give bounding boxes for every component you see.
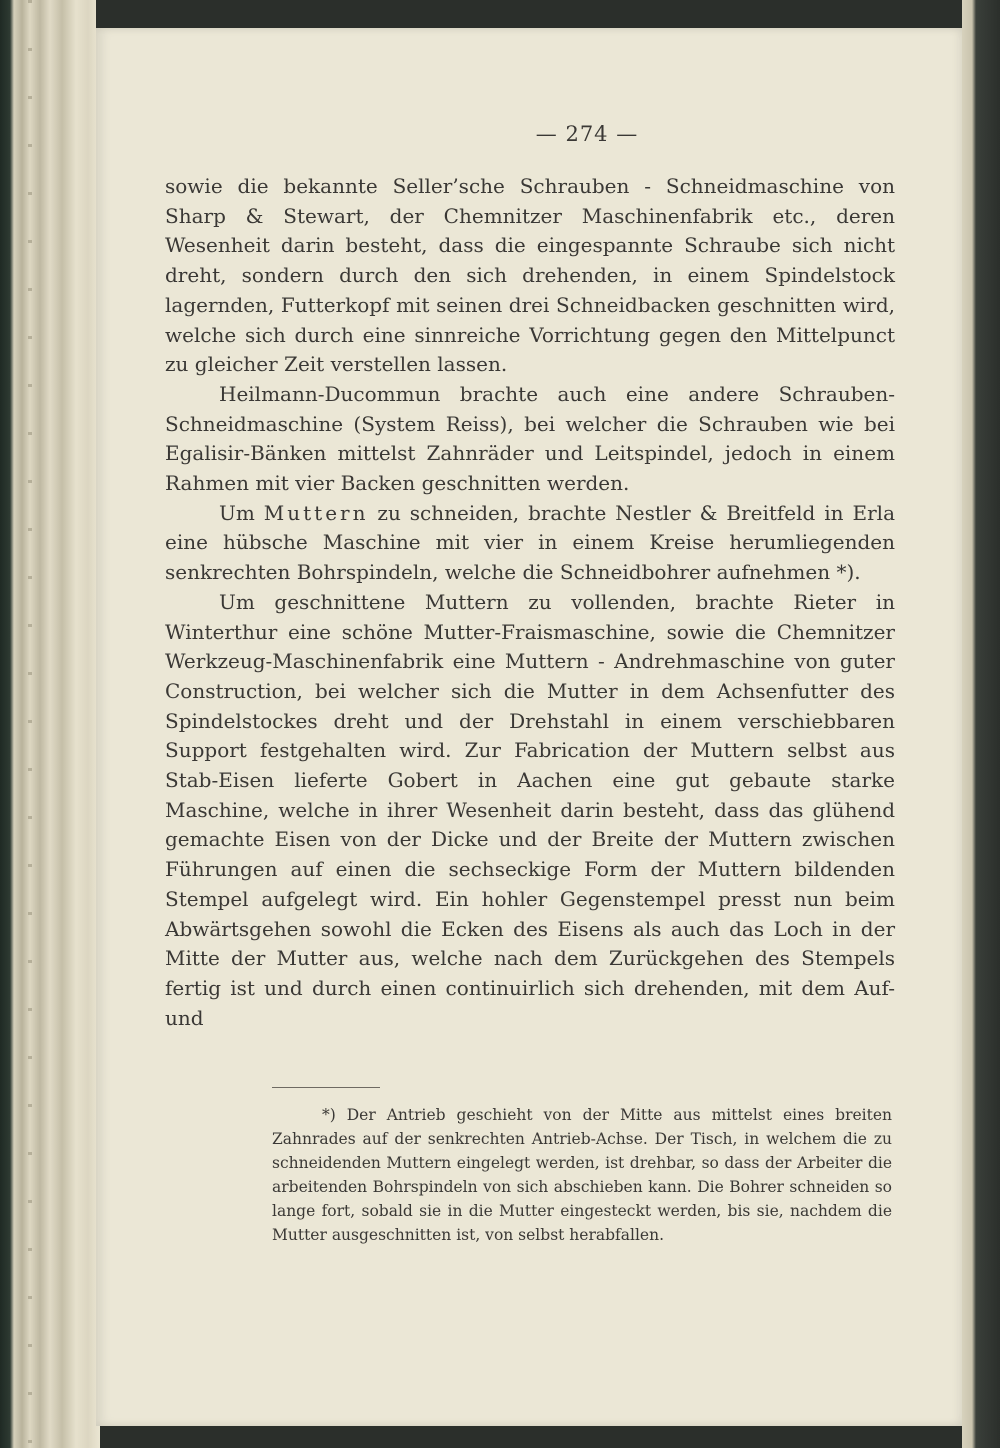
footnote-text: *) Der Antrieb geschieht von der Mitte aus mittelst eines breiten Zahnrades auf der senkrechten Antrieb-Achse. Der Tisch, in welchem die zu schneidenden Muttern eingelegt werden, ist drehbar, so dass der Arbeiter die arbeitenden Bohrspindeln von sich abschieben kann. Die Bohrer schneiden so lange fort, sobald sie in die Mutter eingesteckt werden, bis sie, nachdem die Mutter ausgeschnitten ist, von selbst herabfallen. (272, 1106, 892, 1244)
footnote (272, 1103, 892, 1247)
paragraph: Heilmann-Ducommun brachte auch eine andere Schrauben-Schneidmaschine (System Reiss), bei welcher die Schrauben wie bei Egalisir-Bänken mittelst Zahnräder und Leitspindel, jedoch in einem Rahmen mit vier Backen geschnitten werden. (165, 381, 895, 496)
paragraph-text: zu schneiden, brachte Nestler & Breitfeld in Erla eine hübsche Maschine mit vier in einem Kreise herumliegenden senkrechten Bohrspindeln, welche die Schneidbohrer aufnehmen *). (165, 500, 895, 585)
paragraph-text: Um (219, 500, 264, 525)
emphasized-term: Muttern (263, 500, 369, 525)
page-header (0, 122, 1000, 146)
main-text (165, 172, 895, 1033)
footnote-divider (272, 1087, 380, 1088)
paragraph (165, 499, 895, 588)
paragraph: sowie die bekannte Seller’sche Schrauben - Schneidmaschine von Sharp & Stewart, der Chemnitzer Maschinenfabrik etc., deren Wesenheit darin besteht, dass die eingespannte Schraube sich nicht dreht, sondern durch den sich drehenden, in einem Spindelstock lagernden, Futterkopf mit seinen drei Schneidbacken geschnitten wird, welche sich durch eine sinnreiche Vorrichtung gegen den Mittelpunct zu gleicher Zeit verstellen lassen. (165, 174, 895, 377)
scan-background (96, 0, 962, 28)
paragraph: Um geschnittene Muttern zu vollenden, brachte Rieter in Winterthur eine schöne Mutter-Fraismaschine, sowie die Chemnitzer Werkzeug-Maschinenfabrik eine Muttern - Andrehmaschine von guter Construction, bei welcher sich die Mutter in dem Achsenfutter des Spindelstockes dreht und der Drehstahl in einem verschiebbaren Support festgehalten wird. Zur Fabrication der Muttern selbst aus Stab-Eisen lieferte Gobert in Aachen eine gut gebaute starke Maschine, welche in ihrer Wesenheit darin besteht, dass das glühend gemachte Eisen von der Dicke und der Breite der Muttern zwischen Führungen auf einen die sechseckige Form der Muttern bildenden Stempel aufgelegt wird. Ein hohler Gegenstempel presst nun beim Abwärtsgehen sowohl die Ecken des Eisens als auch das Loch in der Mitte der Mutter aus, welche nach dem Zurückgehen des Stempels fertig ist und durch einen continuirlich sich drehenden, mit dem Auf- und (165, 589, 895, 1030)
book-edge (0, 0, 100, 1448)
page-number: — 274 — (535, 122, 639, 146)
book-right-edge (962, 0, 1000, 1448)
